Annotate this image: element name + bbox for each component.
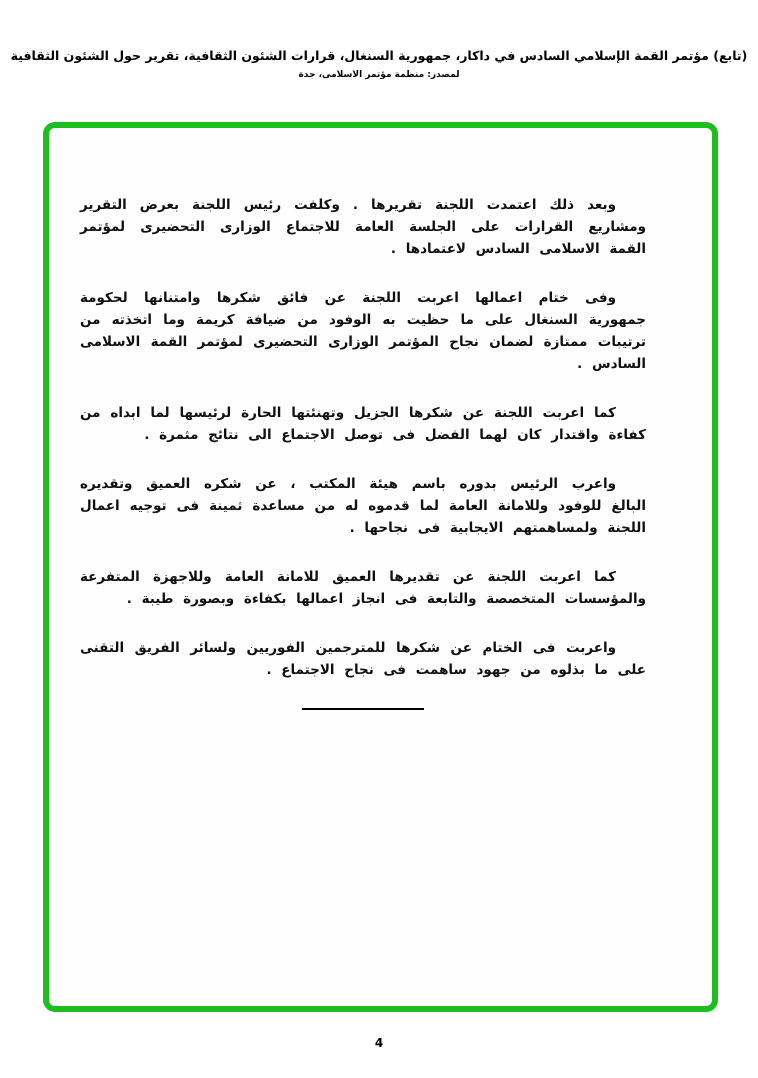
paragraph: واعرب الرئيس بدوره باسم هيئة المكتب ، عن شكره العميق وتقديره البالغ للوفود وللامانة العامة لما قدموه له من مساعدة ثمينة فى توجيه اعمال اللجنة ولمساهمتهم الايجابية فى نجاحها . [80,476,646,536]
page-header [0,48,758,80]
scan-border-box [43,122,718,1012]
paragraph: كما اعربت اللجنة عن شكرها الجزيل وتهنئتها الحارة لرئيسها لما ابداه من كفاءة واقتدار كان لهما الفضل فى توصل الاجتماع الى نتائج مثمرة . [80,405,646,443]
page-number: 4 [374,1036,384,1050]
paragraph: وبعد ذلك اعتمدت اللجنة تقريرها . وكلفت رئيس اللجنة بعرض التقرير ومشاريع القرارات على الجلسة العامة للاجتماع الوزارى التحضيرى لمؤتمر القمة الاسلامى السادس لاعتمادها . [80,197,646,257]
paragraph: واعربت فى الختام عن شكرها للمترجمين الفوريين ولسائر الفريق التقنى على ما بذلوه من جهود ساهمت فى نجاح الاجتماع . [80,640,646,678]
document-title: (تابع) مؤتمر القمة الإسلامي السادس في داكار، جمهورية السنغال، قرارات الشئون الثقافية، تقرير حول الشئون الثقافية [10,48,748,63]
document-body [80,194,646,710]
paragraph: وفى ختام اعمالها اعربت اللجنة عن فائق شكرها وامتنانها لحكومة جمهورية السنغال على ما حظيت به الوفود من ضيافة كريمة وما اتخذته من ترتيبات ممتازة لضمان نجاح المؤتمر الوزارى التحضيرى لمؤتمر القمة الاسلامى السادس . [80,290,646,372]
divider-line [302,708,424,710]
paragraph: كما اعربت اللجنة عن تقديرها العميق للامانة العامة وللاجهزة المتفرعة والمؤسسات المتخصصة والتابعة فى انجاز اعمالها بكفاءة وبصورة طيبة . [80,569,646,607]
source-line: لمصدر: منظمة مؤتمر الاسلامى، جدة [298,70,460,80]
